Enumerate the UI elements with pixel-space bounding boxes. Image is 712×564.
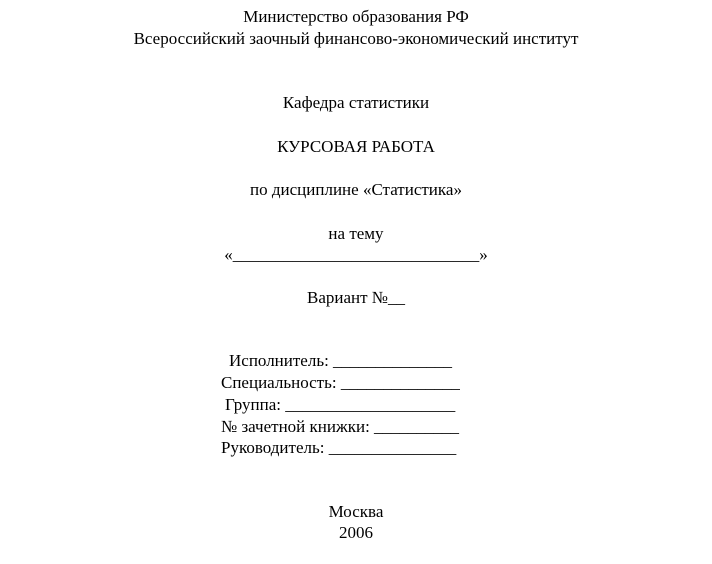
department-line: Кафедра статистики bbox=[282, 93, 430, 112]
ministry-line: Министерство образования РФ bbox=[243, 7, 469, 26]
record-book-line: № зачетной книжки: __________ bbox=[221, 417, 460, 436]
specialty-line: Специальность: ______________ bbox=[221, 373, 460, 392]
year-line: 2006 bbox=[339, 523, 373, 542]
city-line: Москва bbox=[328, 502, 384, 521]
discipline-line: по дисциплине «Статистика» bbox=[250, 180, 462, 199]
variant-line: Вариант №__ bbox=[306, 288, 406, 307]
group-line: Группа: ____________________ bbox=[225, 395, 456, 414]
supervisor-line: Руководитель: _______________ bbox=[221, 438, 457, 457]
executor-line: Исполнитель: ______________ bbox=[229, 351, 453, 370]
topic-value: «_____________________________» bbox=[224, 245, 488, 264]
work-type-heading: КУРСОВАЯ РАБОТА bbox=[277, 137, 435, 156]
topic-label: на тему bbox=[328, 224, 384, 243]
institute-line: Всероссийский заочный финансово-экономический институт bbox=[133, 29, 579, 48]
